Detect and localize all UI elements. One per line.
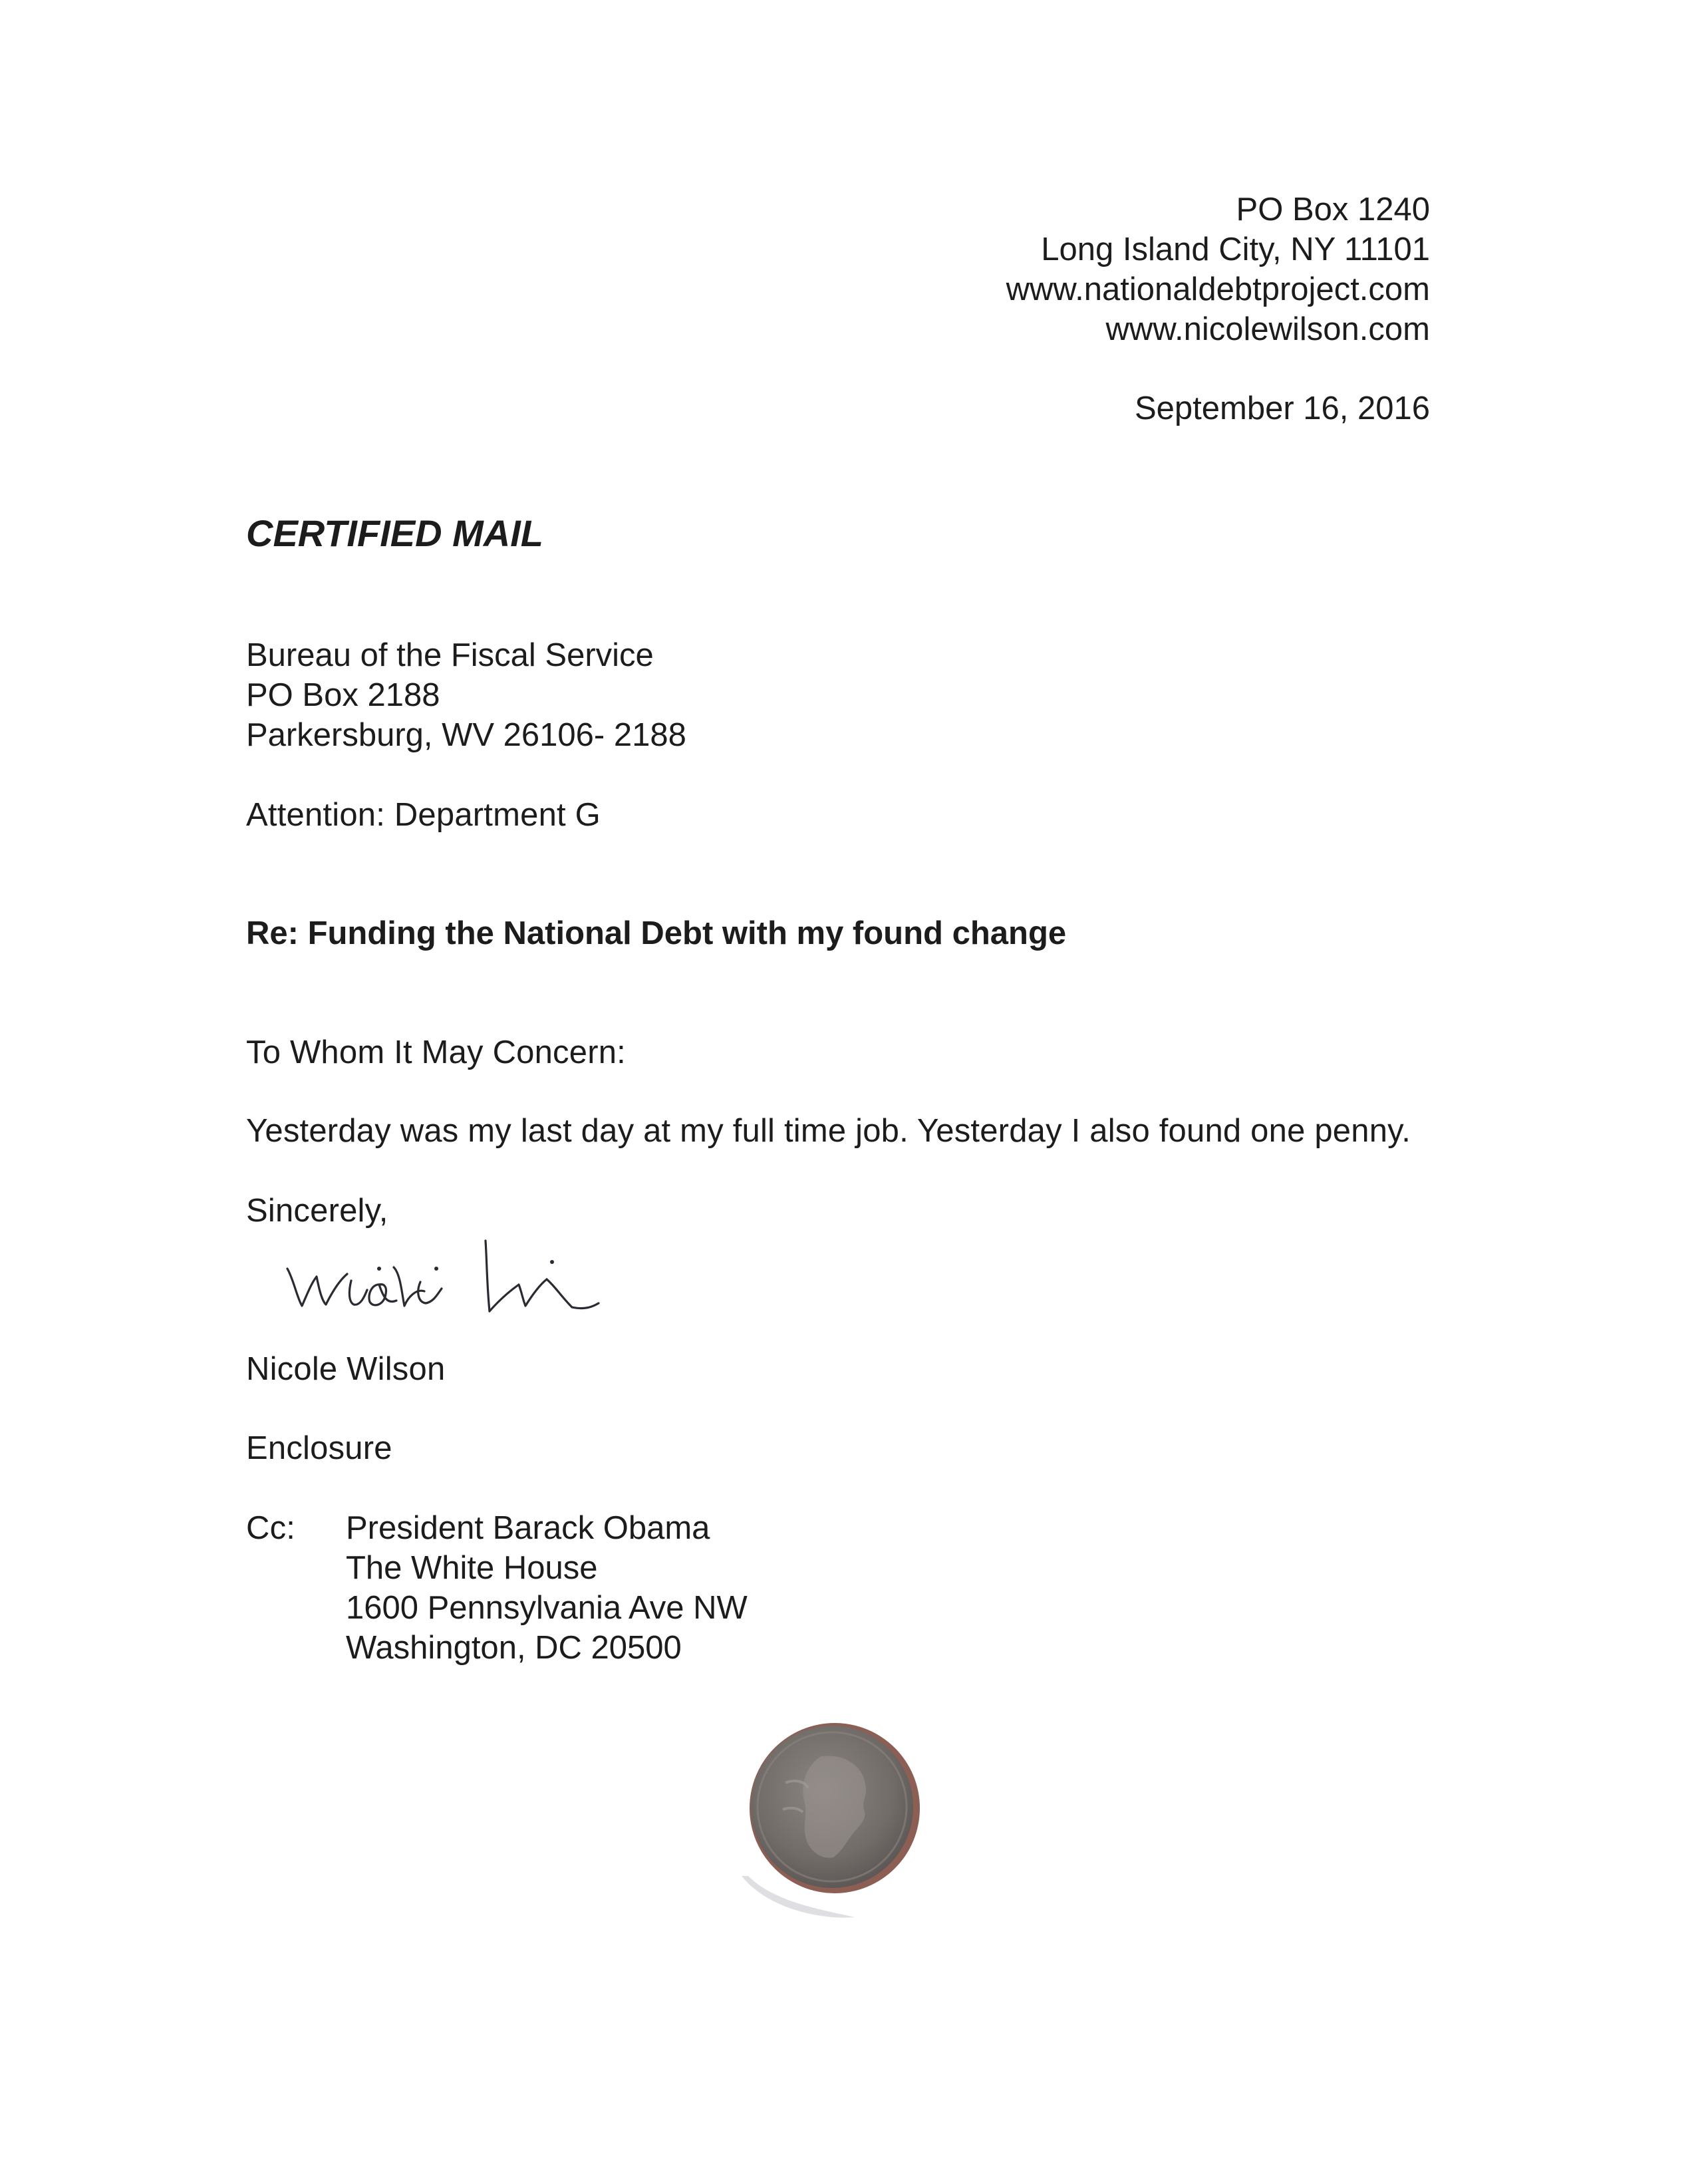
enclosure-notation: Enclosure	[246, 1430, 392, 1466]
sender-website-link: www.nicolewilson.com	[1105, 311, 1430, 347]
cc-label: Cc:	[246, 1510, 296, 1546]
letter-body: Yesterday was my last day at my full time job. Yesterday I also found one penny.	[246, 1113, 1411, 1149]
cc-address-line: 1600 Pennsylvania Ave NW	[346, 1590, 748, 1626]
certified-mail-heading: CERTIFIED MAIL	[246, 512, 543, 554]
closing: Sincerely,	[246, 1193, 388, 1229]
signer-name: Nicole Wilson	[246, 1351, 446, 1387]
recipient-address	[246, 635, 686, 755]
attention-line: Attention: Department G	[246, 797, 601, 833]
recipient-address-line: Parkersburg, WV 26106- 2188	[246, 717, 686, 753]
cc-address-line: The White House	[346, 1550, 598, 1586]
recipient-address-line: Bureau of the Fiscal Service	[246, 637, 654, 673]
cc-address-line: Washington, DC 20500	[346, 1630, 682, 1666]
sender-address-line: Long Island City, NY 11101	[1041, 232, 1430, 267]
sender-address	[831, 190, 1430, 349]
penny-coin-icon	[722, 1710, 941, 1929]
sender-website-link: www.nationaldebtproject.com	[1006, 271, 1430, 307]
cc-address-line: President Barack Obama	[346, 1510, 710, 1546]
sender-address-line: PO Box 1240	[1236, 192, 1430, 228]
subject-line: Re: Funding the National Debt with my found change	[246, 915, 1067, 951]
handwritten-signature	[279, 1227, 625, 1327]
recipient-address-line: PO Box 2188	[246, 677, 440, 713]
cc-recipient-address	[346, 1508, 748, 1668]
salutation: To Whom It May Concern:	[246, 1034, 626, 1070]
letter-date: September 16, 2016	[1134, 390, 1430, 426]
